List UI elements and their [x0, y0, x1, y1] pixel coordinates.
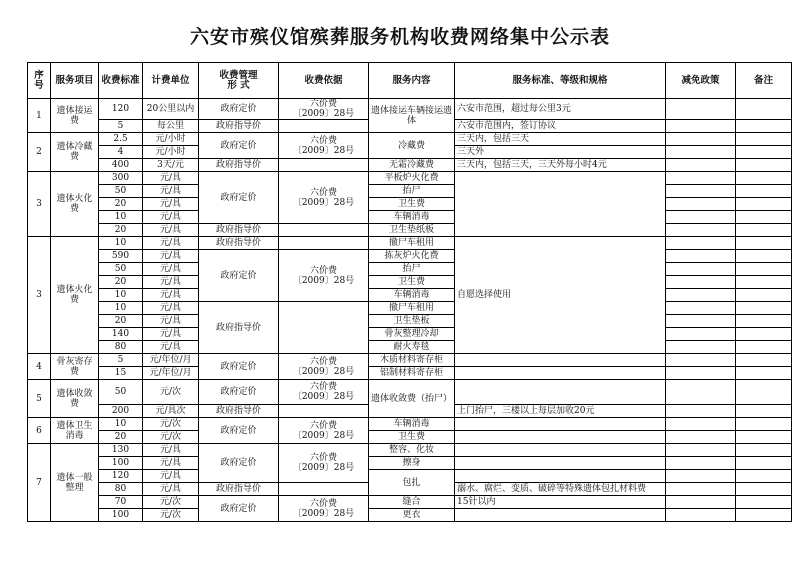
row-standard: 三天内，包括三天 [455, 133, 666, 146]
row-fee: 50 [99, 263, 143, 276]
row-fee: 100 [99, 509, 143, 522]
row-remark [736, 263, 792, 276]
row-remark [736, 470, 792, 483]
row-fee: 2.5 [99, 133, 143, 146]
row-unit: 元/年位/月 [143, 367, 199, 380]
row-remark [736, 302, 792, 315]
row-fee: 20 [99, 198, 143, 211]
row-seq: 2 [28, 133, 51, 172]
row-remark [736, 146, 792, 159]
row-fee: 80 [99, 341, 143, 354]
row-mgmt: 政府定价 [199, 496, 279, 522]
row-seq: 3 [28, 237, 51, 354]
row-standard: 溺水、腐烂、变质、破碎等特殊遗体包扎材料费 [455, 483, 666, 496]
row-unit: 元/具 [143, 211, 199, 224]
row-unit: 元/具 [143, 276, 199, 289]
row-basis: 六价费 〔2009〕28号 [279, 380, 369, 405]
row-fee: 130 [99, 444, 143, 457]
table-row [28, 250, 792, 263]
row-waiver [666, 250, 736, 263]
row-waiver [666, 509, 736, 522]
row-content: 卫生费 [369, 431, 455, 444]
row-waiver [666, 99, 736, 120]
row-content: 拣灰炉火化费 [369, 250, 455, 263]
row-fee: 10 [99, 211, 143, 224]
row-basis: 六价费 〔2009〕28号 [279, 418, 369, 444]
row-remark [736, 276, 792, 289]
row-standard: 六安市范围内，签订协议 [455, 120, 666, 133]
row-remark [736, 211, 792, 224]
header-unit: 计费单位 [143, 63, 199, 99]
row-fee: 10 [99, 302, 143, 315]
row-content: 卫生费 [369, 198, 455, 211]
row-unit: 元/小时 [143, 146, 199, 159]
table-row [28, 276, 792, 289]
row-content: 木质材料寄存柜 [369, 354, 455, 367]
row-waiver [666, 341, 736, 354]
row-item: 遗体接运费 [51, 99, 99, 133]
row-unit: 元/具 [143, 328, 199, 341]
row-waiver [666, 263, 736, 276]
header-waiver: 减免政策 [666, 63, 736, 99]
row-basis [279, 405, 369, 418]
row-basis [279, 237, 369, 250]
table-row [28, 380, 792, 405]
row-item: 遗体火化费 [51, 172, 99, 237]
header-standard: 服务标准、等级和规格 [455, 63, 666, 99]
row-standard [455, 380, 666, 405]
row-unit: 元/年位/月 [143, 354, 199, 367]
row-waiver [666, 354, 736, 367]
row-fee: 50 [99, 380, 143, 405]
row-unit: 元/具 [143, 250, 199, 263]
row-remark [736, 133, 792, 146]
row-remark [736, 120, 792, 133]
row-unit: 元/小时 [143, 133, 199, 146]
row-basis [279, 224, 369, 237]
row-standard [455, 367, 666, 380]
row-basis [279, 302, 369, 354]
table-row [28, 185, 792, 198]
row-content: 无霜冷藏费 [369, 159, 455, 172]
row-content: 整容、化妆 [369, 444, 455, 457]
row-mgmt: 政府定价 [199, 250, 279, 302]
row-fee: 200 [99, 405, 143, 418]
row-content: 冷藏费 [369, 133, 455, 159]
table-row [28, 367, 792, 380]
row-fee: 140 [99, 328, 143, 341]
row-item: 遗体一般整理 [51, 444, 99, 522]
row-fee: 120 [99, 99, 143, 120]
row-standard [455, 444, 666, 457]
row-standard: 三天内，包括三天，三天外每小时4元 [455, 159, 666, 172]
row-mgmt: 政府指导价 [199, 120, 279, 133]
row-unit: 元/具 [143, 263, 199, 276]
row-fee: 20 [99, 276, 143, 289]
row-content: 缝合 [369, 496, 455, 509]
row-waiver [666, 483, 736, 496]
row-waiver [666, 237, 736, 250]
row-content: 撤尸车租用 [369, 237, 455, 250]
row-standard: 三天外 [455, 146, 666, 159]
row-item: 骨灰寄存费 [51, 354, 99, 380]
row-waiver [666, 185, 736, 198]
row-content: 卫生费 [369, 276, 455, 289]
table-row [28, 354, 792, 367]
table-row [28, 328, 792, 341]
row-fee: 50 [99, 185, 143, 198]
page-title: 六安市殡仪馆殡葬服务机构收费网络集中公示表 [189, 26, 610, 48]
row-item: 遗体火化费 [51, 237, 99, 354]
row-basis: 六价费 〔2009〕28号 [279, 133, 369, 159]
row-content: 车辆消毒 [369, 289, 455, 302]
header-content: 服务内容 [369, 63, 455, 99]
row-unit: 元/具 [143, 185, 199, 198]
row-basis: 六价费 〔2009〕28号 [279, 99, 369, 120]
row-remark [736, 172, 792, 185]
table-row [28, 470, 792, 483]
row-content: 骨灰整理冷却 [369, 328, 455, 341]
header-row [28, 63, 792, 99]
row-unit: 元/具 [143, 237, 199, 250]
row-content: 擦身 [369, 457, 455, 470]
row-standard: 15针以内 [455, 496, 666, 509]
row-remark [736, 99, 792, 120]
row-basis [279, 159, 369, 172]
row-remark [736, 354, 792, 367]
row-mgmt: 政府定价 [199, 380, 279, 405]
header-item: 服务项目 [51, 63, 99, 99]
row-fee: 100 [99, 457, 143, 470]
row-waiver [666, 172, 736, 185]
row-content: 撤尸车租用 [369, 302, 455, 315]
row-remark [736, 509, 792, 522]
row-waiver [666, 159, 736, 172]
table-row [28, 341, 792, 354]
row-content: 卫生垫纸板 [369, 224, 455, 237]
header-basis: 收费依据 [279, 63, 369, 99]
row-basis [279, 120, 369, 133]
table-row [28, 263, 792, 276]
row-mgmt: 政府定价 [199, 354, 279, 380]
row-unit: 元/次 [143, 431, 199, 444]
row-item: 遗体冷藏费 [51, 133, 99, 172]
row-unit: 3天/元 [143, 159, 199, 172]
row-item: 遗体卫生消毒 [51, 418, 99, 444]
row-seq: 7 [28, 444, 51, 522]
row-remark [736, 405, 792, 418]
row-unit: 元/具 [143, 315, 199, 328]
row-remark [736, 380, 792, 405]
row-unit: 元/具次 [143, 405, 199, 418]
row-standard [455, 172, 666, 237]
row-seq: 5 [28, 380, 51, 418]
row-mgmt: 政府指导价 [199, 483, 279, 496]
row-fee: 4 [99, 146, 143, 159]
row-waiver [666, 198, 736, 211]
row-content: 车辆消毒 [369, 211, 455, 224]
row-waiver [666, 133, 736, 146]
row-remark [736, 315, 792, 328]
row-unit: 元/具 [143, 289, 199, 302]
table-row [28, 211, 792, 224]
row-remark [736, 198, 792, 211]
row-standard: 自愿选择使用 [455, 237, 666, 354]
row-standard: 六安市范围，超过每公里3元 [455, 99, 666, 120]
row-waiver [666, 289, 736, 302]
row-standard [455, 509, 666, 522]
row-unit: 元/具 [143, 198, 199, 211]
row-mgmt: 政府定价 [199, 444, 279, 483]
row-remark [736, 431, 792, 444]
row-mgmt: 政府指导价 [199, 237, 279, 250]
row-content: 遗体接运车辆接运遗体 [369, 99, 455, 133]
row-waiver [666, 496, 736, 509]
row-content: 卫生垫板 [369, 315, 455, 328]
row-content: 抬尸 [369, 263, 455, 276]
row-unit: 元/次 [143, 509, 199, 522]
row-waiver [666, 470, 736, 483]
row-fee: 15 [99, 367, 143, 380]
table-row [28, 159, 792, 172]
row-remark [736, 237, 792, 250]
row-waiver [666, 224, 736, 237]
row-unit: 元/具 [143, 224, 199, 237]
row-unit: 元/次 [143, 496, 199, 509]
row-waiver [666, 315, 736, 328]
row-unit: 元/具 [143, 483, 199, 496]
row-remark [736, 367, 792, 380]
row-waiver [666, 211, 736, 224]
row-unit: 每公里 [143, 120, 199, 133]
row-waiver [666, 380, 736, 405]
header-fee: 收费标准 [99, 63, 143, 99]
row-mgmt: 政府指导价 [199, 405, 279, 418]
table-row [28, 237, 792, 250]
row-fee: 300 [99, 172, 143, 185]
row-unit: 元/具 [143, 470, 199, 483]
header-seq: 序号 [28, 63, 51, 99]
row-basis: 六价费 〔2009〕28号 [279, 354, 369, 380]
row-remark [736, 289, 792, 302]
table-row [28, 509, 792, 522]
row-fee: 80 [99, 483, 143, 496]
row-unit: 元/具 [143, 341, 199, 354]
row-fee: 20 [99, 315, 143, 328]
row-remark [736, 444, 792, 457]
row-mgmt: 政府定价 [199, 99, 279, 120]
row-basis: 六价费 〔2009〕28号 [279, 172, 369, 224]
table-row [28, 496, 792, 509]
row-waiver [666, 146, 736, 159]
row-unit: 元/具 [143, 172, 199, 185]
row-fee: 10 [99, 289, 143, 302]
row-waiver [666, 418, 736, 431]
row-waiver [666, 405, 736, 418]
row-remark [736, 341, 792, 354]
row-fee: 20 [99, 431, 143, 444]
row-fee: 70 [99, 496, 143, 509]
row-remark [736, 185, 792, 198]
row-seq: 4 [28, 354, 51, 380]
row-content: 耐火寿毯 [369, 341, 455, 354]
row-content: 铝制材料寄存柜 [369, 367, 455, 380]
row-waiver [666, 444, 736, 457]
row-remark [736, 250, 792, 263]
table-row [28, 289, 792, 302]
table-row [28, 457, 792, 470]
table-row [28, 302, 792, 315]
row-content: 包扎 [369, 470, 455, 496]
row-basis: 六价费 〔2009〕28号 [279, 496, 369, 522]
table-row [28, 431, 792, 444]
row-content: 车辆消毒 [369, 418, 455, 431]
row-remark [736, 418, 792, 431]
row-content: 更衣 [369, 509, 455, 522]
row-fee: 120 [99, 470, 143, 483]
row-fee: 5 [99, 120, 143, 133]
row-fee: 10 [99, 237, 143, 250]
row-basis: 六价费 〔2009〕28号 [279, 250, 369, 302]
row-unit: 元/具 [143, 302, 199, 315]
row-basis: 六价费 〔2009〕28号 [279, 444, 369, 483]
row-unit: 元/具 [143, 444, 199, 457]
table-row [28, 133, 792, 146]
row-standard [455, 431, 666, 444]
row-fee: 590 [99, 250, 143, 263]
row-fee: 400 [99, 159, 143, 172]
table-row [28, 224, 792, 237]
row-standard [455, 354, 666, 367]
row-basis [279, 483, 369, 496]
row-waiver [666, 431, 736, 444]
row-remark [736, 159, 792, 172]
row-mgmt: 政府指导价 [199, 224, 279, 237]
row-waiver [666, 328, 736, 341]
header-mgmt: 收费管理 形 式 [199, 63, 279, 99]
table-row [28, 418, 792, 431]
row-remark [736, 457, 792, 470]
row-mgmt: 政府定价 [199, 172, 279, 224]
row-mgmt: 政府指导价 [199, 302, 279, 354]
row-fee: 5 [99, 354, 143, 367]
row-mgmt: 政府定价 [199, 418, 279, 444]
row-waiver [666, 276, 736, 289]
row-unit: 元/次 [143, 380, 199, 405]
header-remark: 备注 [736, 63, 792, 99]
row-remark [736, 224, 792, 237]
row-waiver [666, 457, 736, 470]
row-content: 平板炉火化费 [369, 172, 455, 185]
table-row [28, 172, 792, 185]
row-content: 遗体收敛费（抬尸） [369, 380, 455, 418]
table-row [28, 315, 792, 328]
row-waiver [666, 367, 736, 380]
table-row [28, 198, 792, 211]
row-fee: 20 [99, 224, 143, 237]
row-mgmt: 政府指导价 [199, 159, 279, 172]
fee-table [27, 62, 792, 522]
row-content: 抬尸 [369, 185, 455, 198]
row-standard [455, 457, 666, 470]
row-remark [736, 328, 792, 341]
row-seq: 6 [28, 418, 51, 444]
row-remark [736, 496, 792, 509]
table-row [28, 444, 792, 457]
row-unit: 元/次 [143, 418, 199, 431]
row-waiver [666, 302, 736, 315]
row-standard [455, 418, 666, 431]
table-row [28, 99, 792, 120]
row-unit: 20公里以内 [143, 99, 199, 120]
row-remark [736, 483, 792, 496]
row-seq: 1 [28, 99, 51, 133]
row-fee: 10 [99, 418, 143, 431]
row-seq: 3 [28, 172, 51, 237]
row-mgmt: 政府定价 [199, 133, 279, 159]
row-standard [455, 470, 666, 483]
row-unit: 元/具 [143, 457, 199, 470]
row-item: 遗体收敛费 [51, 380, 99, 418]
row-waiver [666, 120, 736, 133]
row-standard: 上门抬尸，三楼以上每层加收20元 [455, 405, 666, 418]
